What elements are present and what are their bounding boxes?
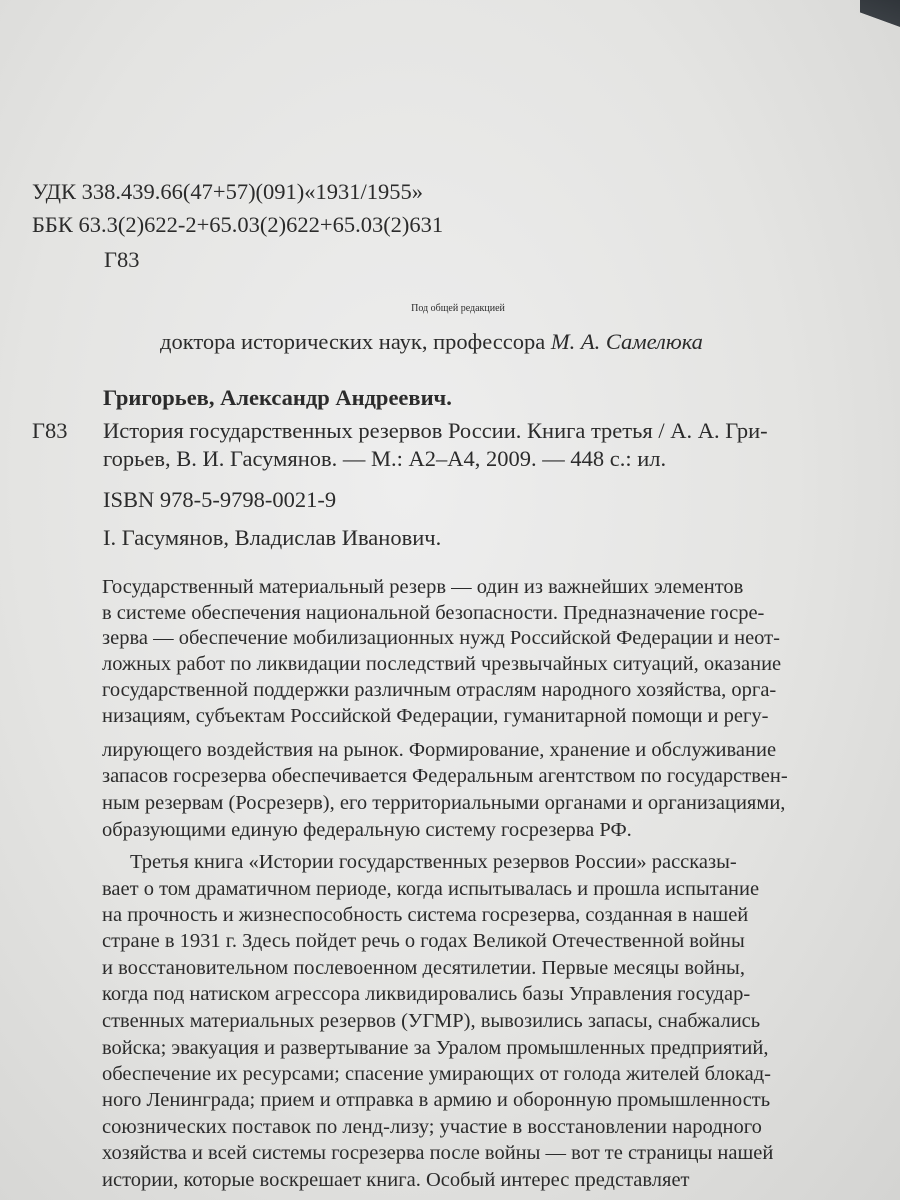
background-corner bbox=[860, 0, 900, 30]
udk-code: УДК 338.439.66(47+57)(091)«1931/1955» bbox=[32, 179, 424, 204]
annotation-line: запасов госрезерва обеспечивается Федеральным агентством по государствен- bbox=[102, 765, 788, 787]
editor-name: М. А. Самелюка bbox=[550, 329, 703, 354]
annotation-line: стране в 1931 г. Здесь пойдет речь о годах Великой Отечественной войны bbox=[102, 930, 745, 952]
annotation-line: и восстановительном послевоенном десятилетии. Первые месяцы войны, bbox=[102, 957, 745, 979]
annotation-line: лирующего воздействия на рынок. Формирование, хранение и обслуживание bbox=[102, 739, 777, 761]
annotation-line: истории, которые воскрешает книга. Особый интерес представляет bbox=[102, 1169, 690, 1191]
annotation-line: на прочность и жизнеспособность система госрезерва, созданная в нашей bbox=[102, 904, 749, 926]
isbn: ISBN 978-5-9798-0021-9 bbox=[103, 487, 337, 512]
editorial-line-2 bbox=[160, 331, 703, 354]
annotation-line: ложных работ по ликвидации последствий чрезвычайных ситуаций, оказание bbox=[102, 653, 782, 675]
annotation-line: вает о том драматичном периоде, когда испытывалась и прошла испытание bbox=[102, 878, 760, 900]
annotation-line: Третья книга «Истории государственных резервов России» рассказы- bbox=[130, 851, 737, 873]
annotation-line: ным резервам (Росрезерв), его территориальными органами и организациями, bbox=[102, 792, 786, 814]
index-code: Г83 bbox=[32, 418, 68, 443]
annotation-line: обеспечение их ресурсами; спасение умирающих от голода жителей блокад- bbox=[102, 1063, 772, 1085]
editorial-prefix: доктора исторических наук, профессора bbox=[160, 329, 551, 354]
annotation-line: ного Ленинграда; прием и отправка в армию и оборонную промышленность bbox=[102, 1089, 771, 1111]
author-mark: Г83 bbox=[104, 247, 140, 272]
annotation-line: хозяйства и всей системы госрезерва после войны — вот те страницы нашей bbox=[102, 1142, 774, 1164]
coauthor: I. Гасумянов, Владислав Иванович. bbox=[103, 525, 442, 550]
annotation-line: образующими единую федеральную систему госрезерва РФ. bbox=[102, 819, 632, 841]
annotation-line: когда под натиском агрессора ликвидировались базы Управления государ- bbox=[102, 983, 751, 1005]
bbk-code: ББК 63.3(2)622-2+65.03(2)622+65.03(2)631 bbox=[32, 212, 444, 237]
annotation-line: государственной поддержки различным отраслям народного хозяйства, орга- bbox=[102, 679, 777, 701]
annotation-line: в системе обеспечения национальной безопасности. Предназначение госре- bbox=[102, 602, 765, 624]
annotation-line: войска; эвакуация и развертывание за Уралом промышленных предприятий, bbox=[102, 1037, 769, 1059]
title-line-2: горьев, В. И. Гасумянов. — М.: А2–А4, 2009. — 448 с.: ил. bbox=[103, 446, 667, 471]
annotation-line: ственных материальных резервов (УГМР), вывозились запасы, снабжались bbox=[102, 1010, 761, 1032]
annotation-line: Государственный материальный резерв — один из важнейших элементов bbox=[102, 576, 744, 598]
author-heading: Григорьев, Александр Андреевич. bbox=[103, 385, 452, 410]
annotation-line: низациям, субъектам Российской Федерации, гуманитарной помощи и регу- bbox=[102, 705, 769, 727]
editorial-line-1: Под общей редакцией bbox=[411, 303, 505, 314]
annotation-line: зерва — обеспечение мобилизационных нужд Российской Федерации и неот- bbox=[102, 627, 780, 649]
title-line-1: История государственных резервов России. Книга третья / А. А. Гри- bbox=[103, 418, 768, 443]
annotation-line: союзнических поставок по ленд-лизу; участие в восстановлении народного bbox=[102, 1116, 762, 1138]
